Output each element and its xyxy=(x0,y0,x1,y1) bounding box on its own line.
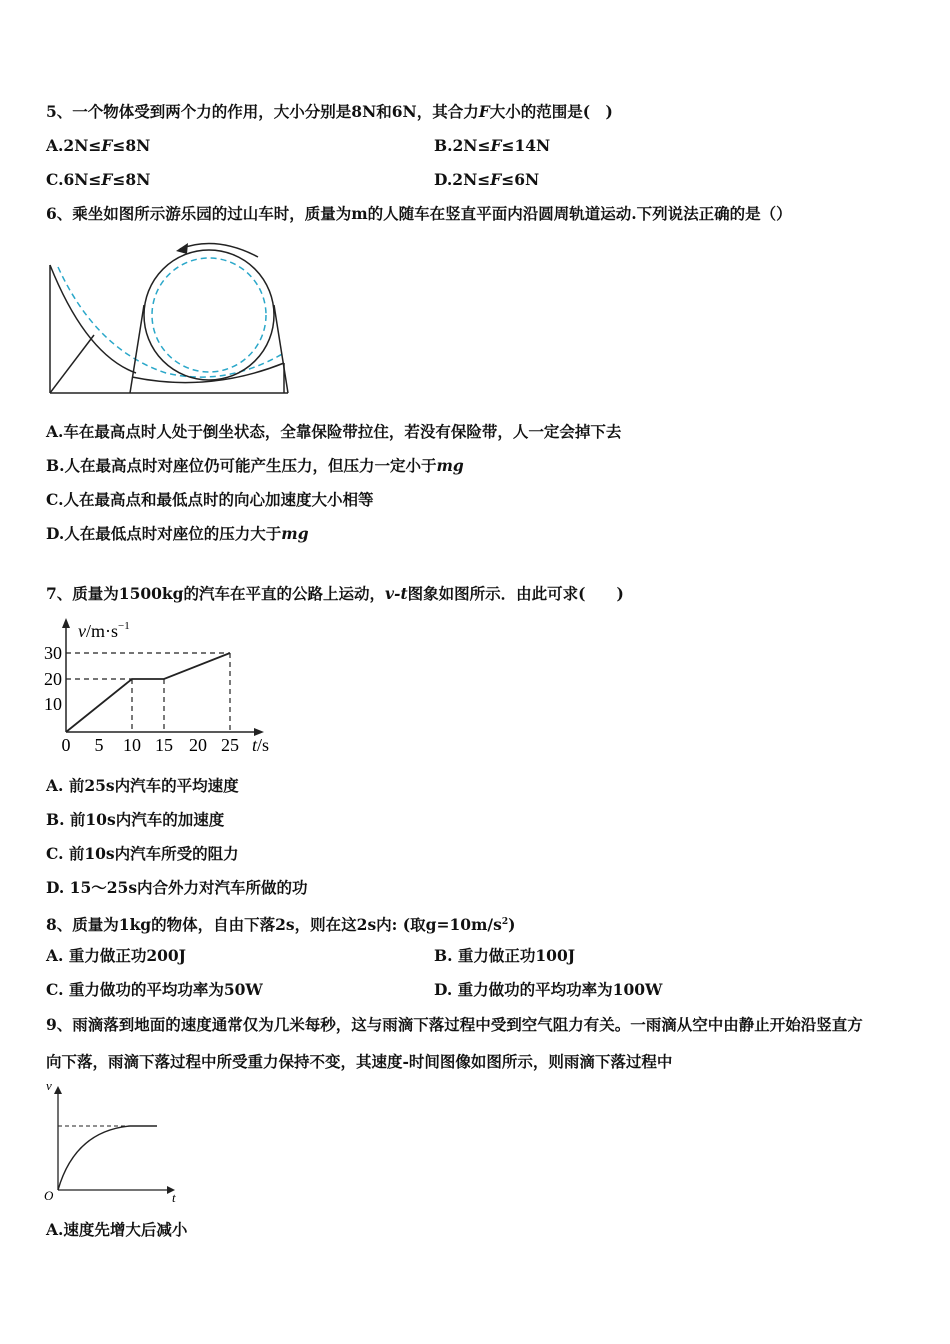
q8-stem: 8、质量为1kg的物体，自由下落2s，则在这2s内: (取$g=10m/s^2$) xyxy=(46,915,516,935)
q7-option-c: C. 前10s内汽车所受的阻力 xyxy=(46,844,239,863)
q8-option-b: B. 重力做正功100J xyxy=(434,946,576,965)
q7-option-d: D. 15～25s内合外力对汽车所做的功 xyxy=(46,878,308,897)
q6-option-c: C.人在最高点和最低点时的向心加速度大小相等 xyxy=(46,490,374,509)
q5-option-b: B.2N≤F≤14N xyxy=(434,136,551,155)
x-axis-label: t/s xyxy=(252,735,270,755)
q9-stem-line1: 9、雨滴落到地面的速度通常仅为几米每秒，这与雨滴下落过程中受到空气阻力有关。一雨滴从空中由静止开始沿竖直方 xyxy=(46,1015,863,1034)
y-axis-label: $v/m\cdot s^{-1}$ xyxy=(78,620,130,641)
x-axis-label: t xyxy=(172,1190,176,1205)
x-tick: 20 xyxy=(189,735,207,755)
q5-option-c: C.6N≤F≤8N xyxy=(46,170,151,189)
q5-option-a: A.2N≤F≤8N xyxy=(46,136,151,155)
q8-option-c: C. 重力做功的平均功率为50W xyxy=(46,980,263,999)
q5-option-d: D.2N≤F≤6N xyxy=(434,170,540,189)
q7-option-b: B. 前10s内汽车的加速度 xyxy=(46,810,225,829)
q6-stem: 6、乘坐如图所示游乐园的过山车时，质量为m的人随车在竖直平面内沿圆周轨道运动.下列说法正确的是（） xyxy=(46,204,792,223)
q7-option-a: A. 前25s内汽车的平均速度 xyxy=(46,776,239,795)
q9-vt-graph xyxy=(40,1076,190,1206)
y-tick: 30 xyxy=(44,643,62,663)
q6-option-d: D.人在最低点时对座位的压力大于mg xyxy=(46,524,309,543)
x-tick: 25 xyxy=(221,735,239,755)
q6-option-b: B.人在最高点时对座位仍可能产生压力，但压力一定小于mg xyxy=(46,456,464,475)
q8-option-d: D. 重力做功的平均功率为100W xyxy=(434,980,663,999)
x-tick: 0 xyxy=(61,735,71,755)
y-axis-label: v xyxy=(46,1078,52,1093)
q7-stem: 7、质量为1500kg的汽车在平直的公路上运动，v-t图象如图所示．由此可求( ) xyxy=(46,584,624,603)
q5-stem: 5、一个物体受到两个力的作用，大小分别是8N和6N，其合力F大小的范围是( ) xyxy=(46,102,613,121)
q9-option-a: A.速度先增大后减小 xyxy=(46,1220,188,1239)
x-tick: 5 xyxy=(94,735,104,755)
roller-coaster-figure xyxy=(46,235,296,400)
x-tick: 10 xyxy=(123,735,141,755)
q8-option-a: A. 重力做正功200J xyxy=(46,946,187,965)
q9-stem-line2: 向下落，雨滴下落过程中所受重力保持不变，其速度-时间图像如图所示，则雨滴下落过程中 xyxy=(46,1052,673,1071)
y-tick: 20 xyxy=(44,669,62,689)
y-tick: 10 xyxy=(44,694,62,714)
q6-option-a: A.车在最高点时人处于倒坐状态，全靠保险带拉住，若没有保险带，人一定会掉下去 xyxy=(46,422,622,441)
origin-label: O xyxy=(44,1188,54,1203)
q7-vt-graph xyxy=(40,612,290,762)
x-tick: 15 xyxy=(155,735,173,755)
